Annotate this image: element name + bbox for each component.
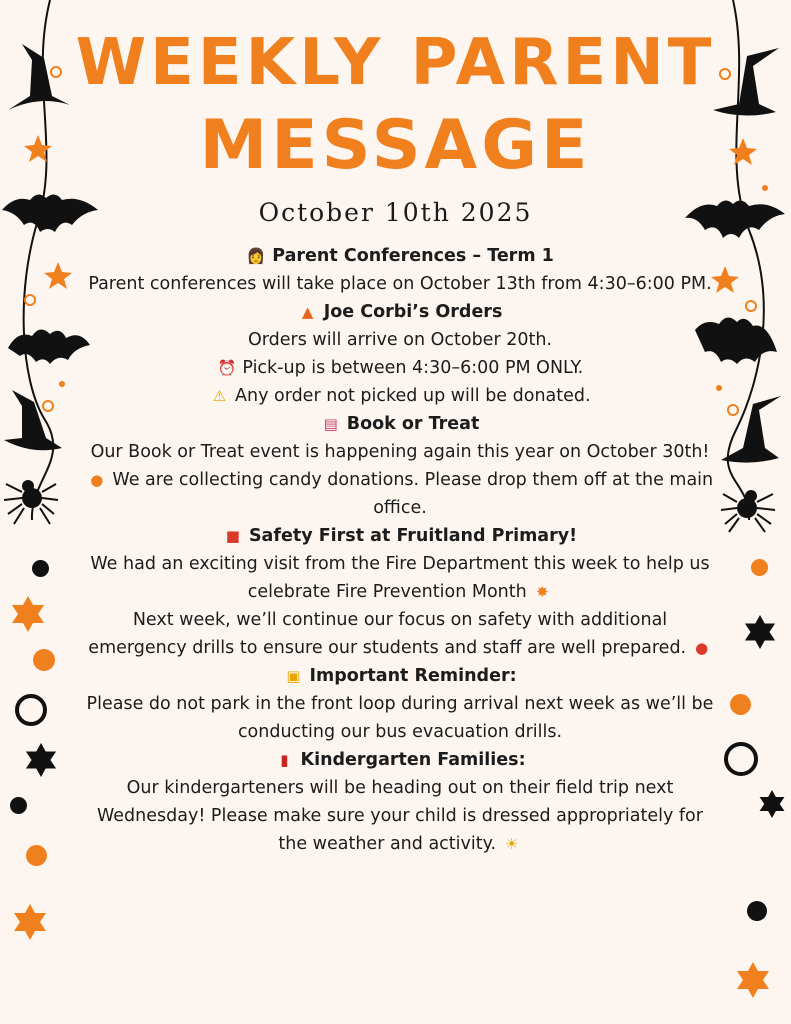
- page-title-line-2: MESSAGE: [199, 106, 592, 185]
- orange-star-burst-icon: [12, 904, 48, 940]
- safety-drills-text: Next week, we’ll continue our focus on safety with additional emergency drills to ensure our students and staff are well prepared. ●: [82, 606, 718, 662]
- black-dot: [32, 560, 49, 577]
- orange-dot: [730, 694, 751, 715]
- section-heading-orders: ▲ Joe Corbi’s Orders: [82, 298, 718, 326]
- message-body: [82, 242, 718, 858]
- black-dot: [10, 797, 27, 814]
- candy-donation-text: ● We are collecting candy donations. Please drop them off at the main office.: [82, 466, 718, 522]
- black-star-burst-icon: [758, 790, 786, 818]
- black-star-burst-icon: [24, 743, 58, 777]
- black-ring: [15, 694, 47, 726]
- backpack-icon: ▮: [280, 751, 289, 769]
- orders-pickup-text: ⏰ Pick-up is between 4:30–6:00 PM ONLY.: [82, 354, 718, 382]
- section-heading-safety: ■ Safety First at Fruitland Primary!: [82, 522, 718, 550]
- orders-donated-text: ⚠ Any order not picked up will be donated.: [82, 382, 718, 410]
- page-title-line-1: WEEKLY PARENT: [75, 26, 716, 100]
- orange-dot: [751, 559, 768, 576]
- teacher-icon: 👩: [246, 247, 266, 265]
- stop-teacher-icon: ●: [695, 639, 709, 657]
- fire-department-text: We had an exciting visit from the Fire Department this week to help us celebrate Fire Prevention Month ✸: [82, 550, 718, 606]
- bus-icon: ▣: [286, 667, 301, 685]
- section-heading-reminder: ▣ Important Reminder:: [82, 662, 718, 690]
- section-heading-kindergarten: ▮ Kindergarten Families:: [82, 746, 718, 774]
- black-dot: [747, 901, 767, 921]
- bat-icon: [8, 329, 90, 364]
- book-or-treat-text: Our Book or Treat event is happening again this year on October 30th!: [90, 442, 710, 462]
- orders-arrival-text: Orders will arrive on October 20th.: [248, 330, 552, 350]
- fire-engine-icon: ■: [225, 527, 240, 545]
- books-candy-icon: ▤: [323, 415, 338, 433]
- section-heading-conferences: 👩 Parent Conferences – Term 1: [82, 242, 718, 270]
- orange-dot: [26, 845, 47, 866]
- alarm-clock-icon: ⏰: [217, 359, 237, 377]
- reminder-text: Please do not park in the front loop during arrival next week as we’ll be conducting our bus evacuation drills.: [86, 694, 714, 742]
- orange-dot: [33, 649, 55, 671]
- fire-clap-icon: ✸: [536, 583, 549, 601]
- conferences-text: Parent conferences will take place on October 13th from 4:30–6:00 PM.: [88, 274, 712, 294]
- black-star-burst-icon: [743, 615, 777, 649]
- pizza-icon: ▲: [301, 303, 314, 321]
- kindergarten-text: Our kindergarteners will be heading out on their field trip next Wednesday! Please make sure your child is dressed appropriately for the weather and activity. ☀: [82, 774, 718, 858]
- pumpkin-icon: ●: [90, 471, 104, 489]
- orange-star-burst-icon: [735, 962, 771, 998]
- spider-icon: [721, 490, 775, 532]
- message-date: October 10th 2025: [258, 198, 533, 227]
- star-icon: [44, 262, 72, 289]
- orange-star-burst-icon: [10, 596, 46, 632]
- weather-shoe-icon: ☀: [504, 835, 519, 853]
- section-heading-book-or-treat: ▤ Book or Treat: [82, 410, 718, 438]
- black-ring: [724, 742, 758, 776]
- warning-icon: ⚠: [212, 387, 227, 405]
